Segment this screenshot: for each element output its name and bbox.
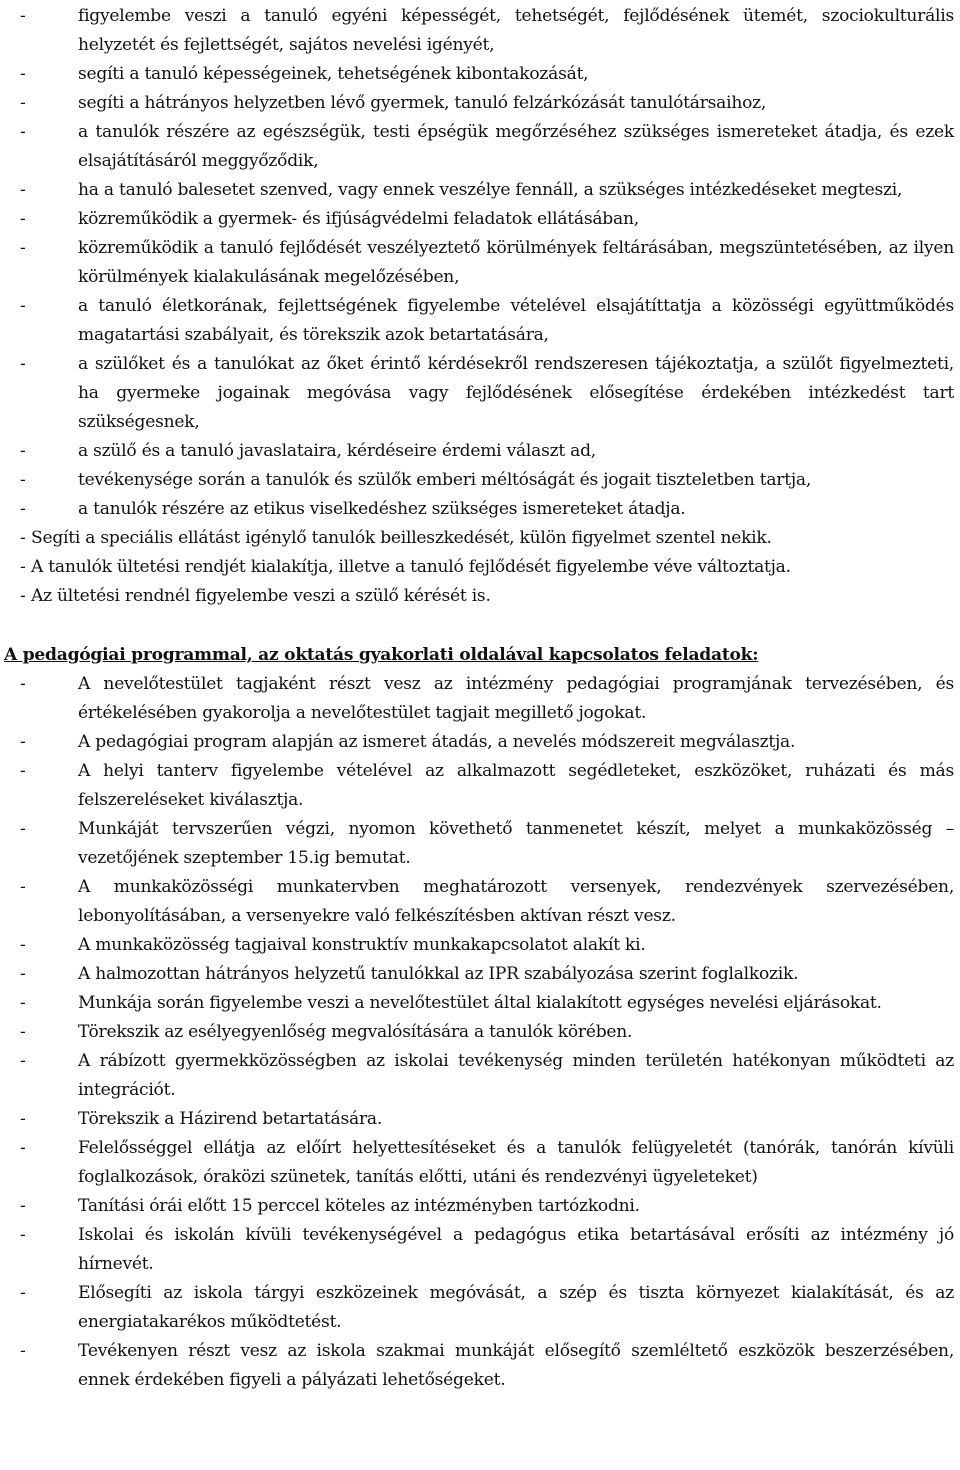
extra-duties bbox=[20, 524, 954, 611]
list-item: - ha a tanuló balesetet szenved, vagy ennek veszélye fennáll, a szükséges intézkedéseket megteszi, bbox=[20, 176, 954, 205]
list-item: - Törekszik a Házirend betartatására. bbox=[20, 1105, 954, 1134]
section-gap bbox=[20, 611, 954, 641]
list-item: - a tanuló életkorának, fejlettségének figyelembe vételével elsajátíttatja a közösségi együttműködés magatartási szabályait, és törekszik azok betartatására, bbox=[20, 292, 954, 350]
list-item: - Elősegíti az iskola tárgyi eszközeinek megóvását, a szép és tiszta környezet kialakítását, és az energiatakarékos működtetést. bbox=[20, 1279, 954, 1337]
list-item: - A munkaközösség tagjaival konstruktív munkakapcsolatot alakít ki. bbox=[20, 931, 954, 960]
list-item: - A rábízott gyermekközösségben az iskolai tevékenység minden területén hatékonyan működteti az integrációt. bbox=[20, 1047, 954, 1105]
list-item: - segíti a hátrányos helyzetben lévő gyermek, tanuló felzárkózását tanulótársaihoz, bbox=[20, 89, 954, 118]
list-item: - segíti a tanuló képességeinek, tehetségének kibontakozását, bbox=[20, 60, 954, 89]
list-item: - Felelősséggel ellátja az előírt helyettesítéseket és a tanulók felügyeletét (tanórák, tanórán kívüli foglalkozások, óraközi szünetek, tanítás előtti, utáni és rendezvényi ügyeleteket) bbox=[20, 1134, 954, 1192]
section-heading: A pedagógiai programmal, az oktatás gyakorlati oldalával kapcsolatos feladatok: bbox=[4, 645, 759, 665]
list-item: - Törekszik az esélyegyenlőség megvalósítására a tanulók körében. bbox=[20, 1018, 954, 1047]
list-item: - Munkáját tervszerűen végzi, nyomon követhető tanmenetet készít, melyet a munkaközösség – vezetőjének szeptember 15.ig bemutat. bbox=[20, 815, 954, 873]
list-item: - a tanulók részére az etikus viselkedéshez szükséges ismereteket átadja. bbox=[20, 495, 954, 524]
list-item: - A munkaközösségi munkatervben meghatározott versenyek, rendezvények szervezésében, lebonyolításában, a versenyekre való felkészítésben aktívan részt vesz. bbox=[20, 873, 954, 931]
list-item: - tevékenysége során a tanulók és szülők emberi méltóságát és jogait tiszteletben tartja, bbox=[20, 466, 954, 495]
list-item: - Iskolai és iskolán kívüli tevékenységével a pedagógus etika betartásával erősíti az intézmény jó hírnevét. bbox=[20, 1221, 954, 1279]
extra-item: - Az ültetési rendnél figyelembe veszi a szülő kérését is. bbox=[20, 582, 954, 611]
list-item: - Tevékenyen részt vesz az iskola szakmai munkáját elősegítő szemléltető eszközök beszerzésében, ennek érdekében figyeli a pályázati lehetőségeket. bbox=[20, 1337, 954, 1395]
list-item: - a szülő és a tanuló javaslataira, kérdéseire érdemi választ ad, bbox=[20, 437, 954, 466]
list-item: - A nevelőtestület tagjaként részt vesz az intézmény pedagógiai programjának tervezésében, és értékelésében gyakorolja a nevelőtestület tagjait megillető jogokat. bbox=[20, 670, 954, 728]
list-item: - A halmozottan hátrányos helyzetű tanulókkal az IPR szabályozása szerint foglalkozik. bbox=[20, 960, 954, 989]
list-item: - figyelembe veszi a tanuló egyéni képességét, tehetségét, fejlődésének ütemét, szociokulturális helyzetét és fejlettségét, sajátos nevelési igényét, bbox=[20, 2, 954, 60]
program-duties-list bbox=[20, 670, 954, 1395]
list-item: - A pedagógiai program alapján az ismeret átadás, a nevelés módszereit megválasztja. bbox=[20, 728, 954, 757]
list-item: - a tanulók részére az egészségük, testi épségük megőrzéséhez szükséges ismereteket átadja, és ezek elsajátításáról meggyőződik, bbox=[20, 118, 954, 176]
list-item: - a szülőket és a tanulókat az őket érintő kérdésekről rendszeresen tájékoztatja, a szülőt figyelmezteti, ha gyermeke jogainak megóvása vagy fejlődésének elősegítése érdekében intézkedést tart szükségesnek, bbox=[20, 350, 954, 437]
list-item: - Tanítási órái előtt 15 perccel köteles az intézményben tartózkodni. bbox=[20, 1192, 954, 1221]
list-item: - közreműködik a tanuló fejlődését veszélyeztető körülmények feltárásában, megszüntetésében, az ilyen körülmények kialakulásának megelőzésében, bbox=[20, 234, 954, 292]
list-item: - közreműködik a gyermek- és ifjúságvédelmi feladatok ellátásában, bbox=[20, 205, 954, 234]
extra-item: - A tanulók ültetési rendjét kialakítja, illetve a tanuló fejlődését figyelembe véve változtatja. bbox=[20, 553, 954, 582]
list-item: - A helyi tanterv figyelembe vételével az alkalmazott segédleteket, eszközöket, ruházati és más felszereléseket kiválasztja. bbox=[20, 757, 954, 815]
duties-list bbox=[20, 2, 954, 524]
extra-item: - Segíti a speciális ellátást igénylő tanulók beilleszkedését, külön figyelmet szentel nekik. bbox=[20, 524, 954, 553]
list-item: - Munkája során figyelembe veszi a nevelőtestület által kialakított egységes nevelési eljárásokat. bbox=[20, 989, 954, 1018]
